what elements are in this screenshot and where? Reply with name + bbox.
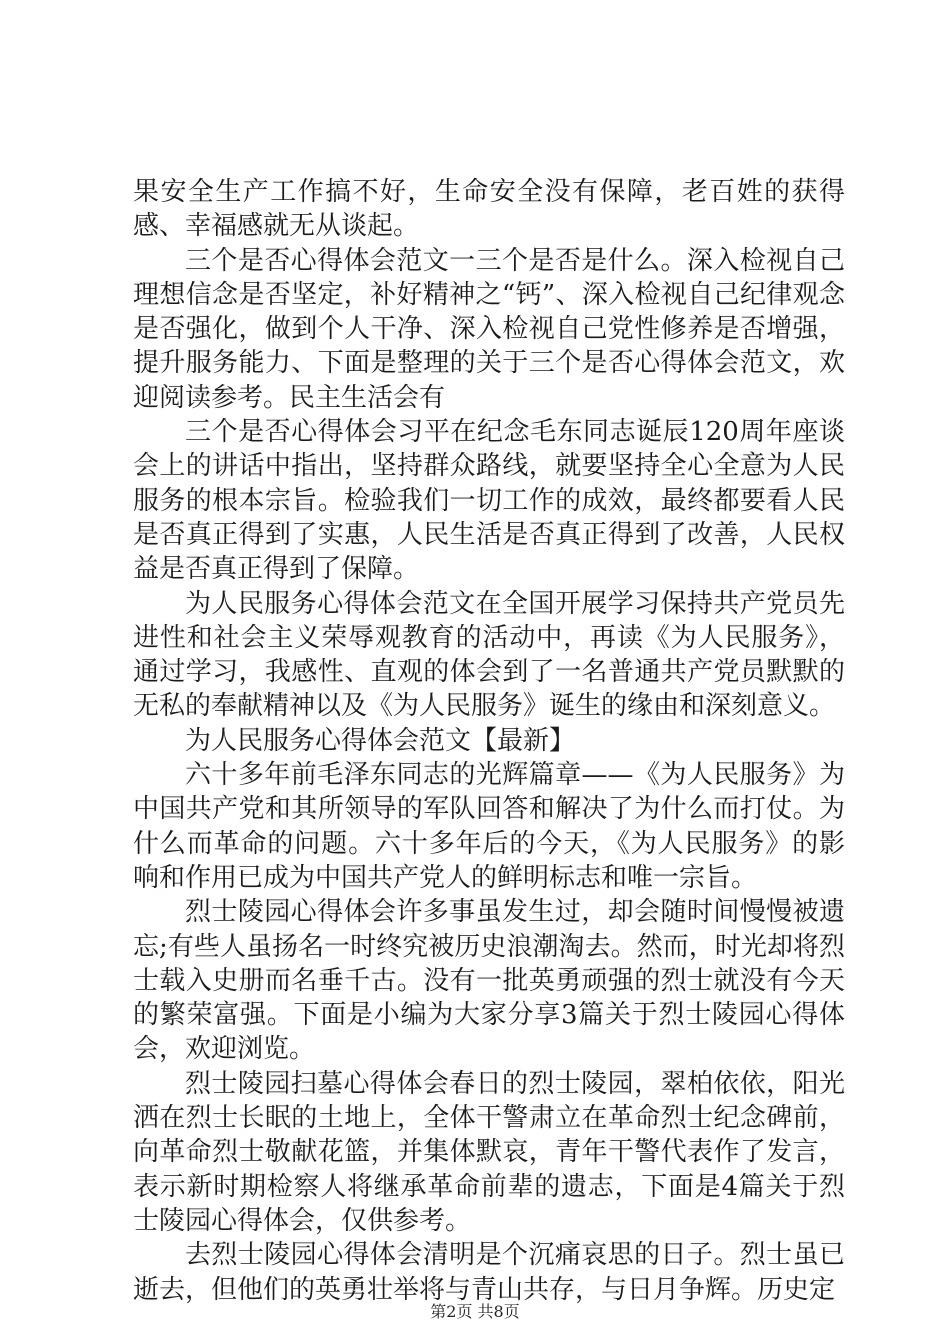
body-text — [133, 175, 845, 1307]
paragraph-3: 三个是否心得体会习平在纪念毛东同志诞辰120周年座谈会上的讲话中指出，坚持群众路线，就要坚持全心全意为人民服务的根本宗旨。检验我们一切工作的成效，最终都要看人民是否真正得到了实惠，人民生活是否真正得到了改善，人民权益是否真正得到了保障。 — [133, 417, 845, 585]
page-number-label: 第2页 共8页 — [430, 1302, 520, 1321]
paragraph-2: 三个是否心得体会范文一三个是否是什么。深入检视自己理想信念是否坚定，补好精神之“钙”、深入检视自己纪律观念是否强化，做到个人干净、深入检视自己党性修养是否增强，提升服务能力、下面是整理的关于三个是否心得体会范文，欢迎阅读参考。民主生活会有 — [133, 245, 845, 413]
paragraph-6: 六十多年前毛泽东同志的光辉篇章——《为人民服务》为中国共产党和其所领导的军队回答和解决了为什么而打仗。为什么而革命的问题。六十多年后的今天，《为人民服务》的影响和作用已成为中国共产党人的鲜明标志和唯一宗旨。 — [133, 760, 845, 893]
paragraph-5-heading: 为人民服务心得体会范文【最新】 — [185, 725, 576, 756]
paragraph-4: 为人民服务心得体会范文在全国开展学习保持共产党员先进性和社会主义荣辱观教育的活动中，再读《为人民服务》，通过学习，我感性、直观的体会到了一名普通共产党员默默的无私的奉献精神以及《为人民服务》诞生的缘由和深刻意义。 — [133, 588, 845, 722]
paragraph-8: 烈士陵园扫墓心得体会春日的烈士陵园，翠柏依依，阳光洒在烈士长眠的土地上，全体干警肃立在革命烈士纪念碑前，向革命烈士敬献花篮，并集体默哀，青年干警代表作了发言，表示新时期检察人将继承革命前辈的遗志，下面是4篇关于烈士陵园心得体会，仅供参考。 — [133, 1068, 845, 1236]
paragraph-1: 果安全生产工作搞不好，生命安全没有保障，老百姓的获得感、幸福感就无从谈起。 — [133, 177, 845, 242]
paragraph-7: 烈士陵园心得体会许多事虽发生过，却会随时间慢慢被遗忘;有些人虽扬名一时终究被历史浪潮淘去。然而，时光却将烈士载入史册而名垂千古。没有一批英勇顽强的烈士就没有今天的繁荣富强。下面是小编为大家分享3篇关于烈士陵园心得体会，欢迎浏览。 — [133, 897, 845, 1065]
paragraph-9: 去烈士陵园心得体会清明是个沉痛哀思的日子。烈士虽已逝去，但他们的英勇壮举将与青山共存，与日月争辉。历史定 — [133, 1240, 845, 1305]
page-footer — [0, 1302, 950, 1322]
